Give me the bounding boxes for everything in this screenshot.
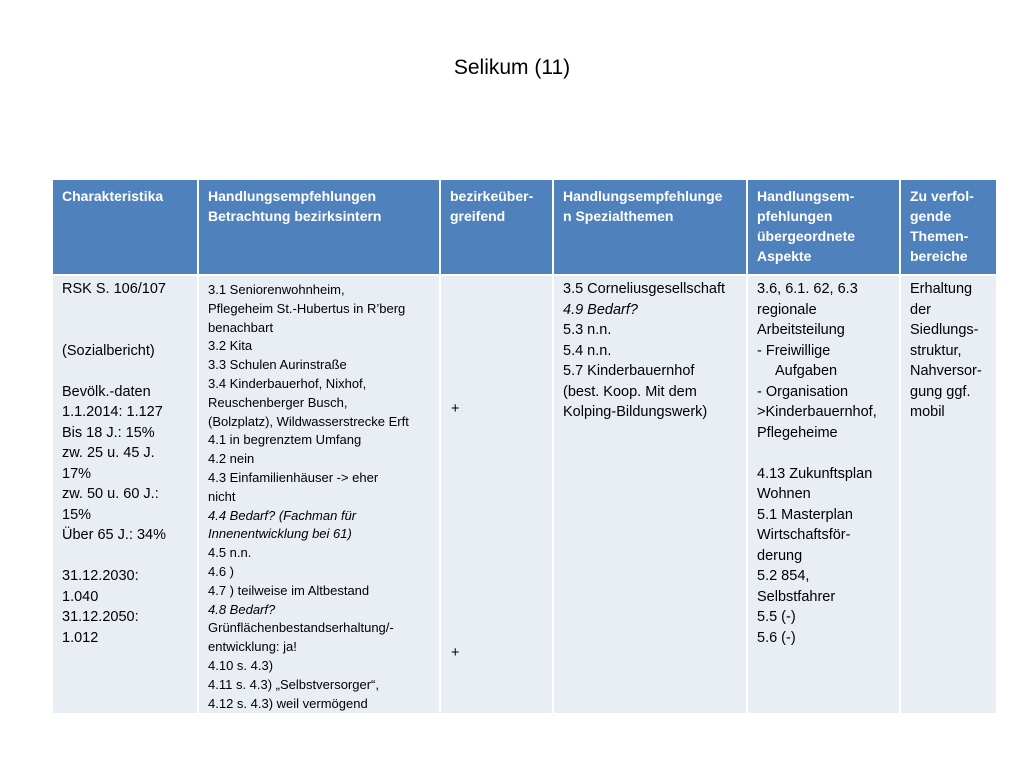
header-bezirksuebergreifend: bezirkeüber- greifend xyxy=(440,179,553,275)
plus-mark: + xyxy=(451,401,460,417)
data-table xyxy=(51,178,998,715)
plus-mark: + xyxy=(451,645,460,661)
header-spezialthemen: Handlungsempfehlunge n Spezialthemen xyxy=(553,179,747,275)
header-bezirksintern: Handlungsempfehlungen Betrachtung bezirksintern xyxy=(198,179,440,275)
header-charakteristika: Charakteristika xyxy=(52,179,198,275)
cell-uebergeordnete-aspekte: 3.6, 6.1. 62, 6.3 regionale Arbeitsteilung - Freiwillige Aufgaben - Organisation >Kinderbauernhof, Pflegeheime 4.13 Zukunftsplan Wohnen 5.1 Masterplan Wirtschaftsför- derung 5.2 854, Selbstfahrer 5.5 (-) 5.6 (-) xyxy=(747,275,900,714)
cell-spezialthemen: 3.5 Corneliusgesellschaft 4.9 Bedarf? 5.3 n.n. 5.4 n.n. 5.7 Kinderbauernhof (best. Koop. Mit dem Kolping-Bildungswerk) xyxy=(553,275,747,714)
table-header-row xyxy=(52,179,997,275)
cell-charakteristika: RSK S. 106/107 (Sozialbericht) Bevölk.-daten 1.1.2014: 1.127 Bis 18 J.: 15% zw. 25 u. 45 J. 17% zw. 50 u. 60 J.: 15% Über 65 J.: 34% 31.12.2030: 1.040 31.12.2050: 1.012 xyxy=(52,275,198,714)
cell-themenbereiche: Erhaltung der Siedlungs- struktur, Nahversor- gung ggf. mobil xyxy=(900,275,997,714)
cell-bezirksuebergreifend xyxy=(440,275,553,714)
page-title: Selikum (11) xyxy=(453,56,571,79)
cell-bezirksintern: 3.1 Seniorenwohnheim, Pflegeheim St.-Hubertus in R’berg benachbart 3.2 Kita 3.3 Schulen Aurinstraße 3.4 Kinderbauerhof, Nixhof, Reuschenberger Busch, (Bolzplatz), Wildwasserstrecke Erft 4.1 in begrenztem Umfang 4.2 nein 4.3 Einfamilienhäuser -> eher nicht 4.4 Bedarf? (Fachman für Innenentwicklung bei 61) 4.5 n.n. 4.6 ) 4.7 ) teilweise im Altbestand 4.8 Bedarf? Grünflächenbestandserhaltung/- entwicklung: ja! 4.10 s. 4.3) 4.11 s. 4.3) „Selbstversorger“, 4.12 s. 4.3) weil vermögend xyxy=(198,275,440,714)
header-themenbereiche: Zu verfol- gende Themen- bereiche xyxy=(900,179,997,275)
table-row xyxy=(52,275,997,714)
header-uebergeordnete-aspekte: Handlungsem- pfehlungen übergeordnete Aspekte xyxy=(747,179,900,275)
